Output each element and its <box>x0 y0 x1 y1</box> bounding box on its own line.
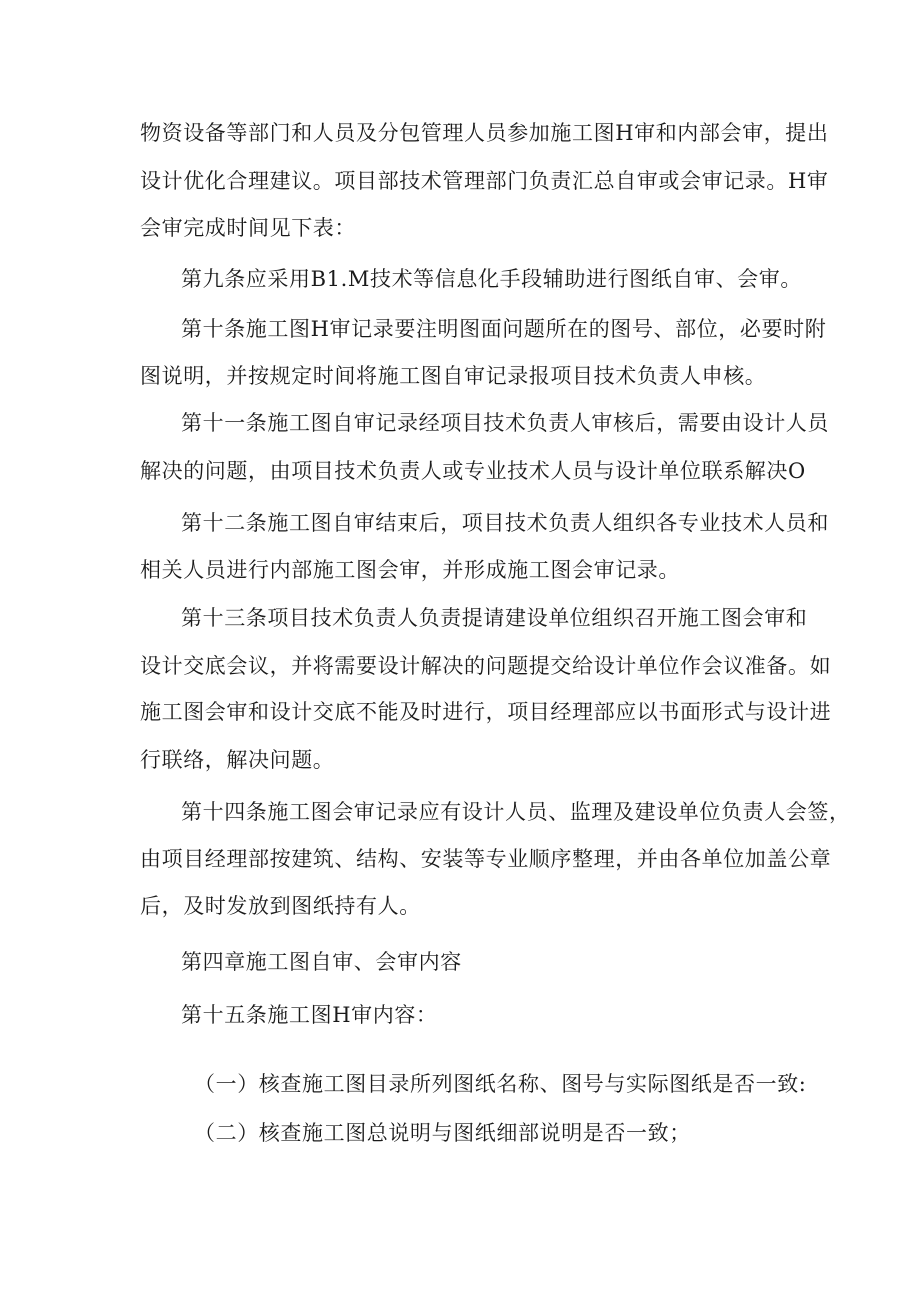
text-line: 解决的问题，由项目技术负责人或专业技术人员与设计单位联系解决O <box>140 459 806 483</box>
article-9: 第九条应采用B1.M技术等信息化手段辅助进行图纸自审、会审。 <box>181 267 802 291</box>
article-12: 第十二条施工图自审结束后，项目技术负责人组织各专业技术人员和 <box>181 511 829 535</box>
text-line: 相关人员进行内部施工图会审，并形成施工图会审记录。 <box>140 558 680 582</box>
text-line: 图说明，并按规定时间将施工图自审记录报项目技术负责人申核。 <box>140 364 767 388</box>
chapter-heading: 第四章施工图自审、会审内容 <box>181 950 462 974</box>
article-11: 第十一条施工图自审记录经项目技术负责人审核后，需要由设计人员 <box>181 411 829 435</box>
text-line: 行联络，解决问题。 <box>140 748 335 772</box>
text-line: 施工图会审和设计交底不能及时进行，项目经理部应以书面形式与设计进 <box>140 700 832 724</box>
text-line: 后，及时发放到图纸持有人。 <box>140 894 421 918</box>
text-line: 物资设备等部门和人员及分包管理人员参加施工图H审和内部会审，提出 <box>140 121 829 145</box>
text-line: 由项目经理部按建筑、结构、安装等专业顺序整理，并由各单位加盖公章 <box>140 847 832 871</box>
text-line: 设计优化合理建议。项目部技术管理部门负责汇总自审或会审记录。H审 <box>140 169 829 193</box>
article-10: 第十条施工图H审记录要注明图面问题所在的图号、部位，必要时附 <box>181 317 827 341</box>
article-13: 第十三条项目技术负责人负责提请建设单位组织召开施工图会审和 <box>181 606 808 630</box>
article-15: 第十五条施工图H审内容： <box>181 1003 438 1027</box>
article-14: 第十四条施工图会审记录应有设计人员、监理及建设单位负责人会签， <box>181 800 851 824</box>
list-item: （一）核查施工图目录所列图纸名称、图号与实际图纸是否一致: <box>194 1072 807 1096</box>
list-item: （二）核查施工图总说明与图纸细部说明是否一致； <box>194 1121 691 1145</box>
text-line: 设计交底会议，并将需要设计解决的问题提交给设计单位作会议准备。如 <box>140 654 832 678</box>
text-line: 会审完成时间见下表： <box>140 216 356 240</box>
